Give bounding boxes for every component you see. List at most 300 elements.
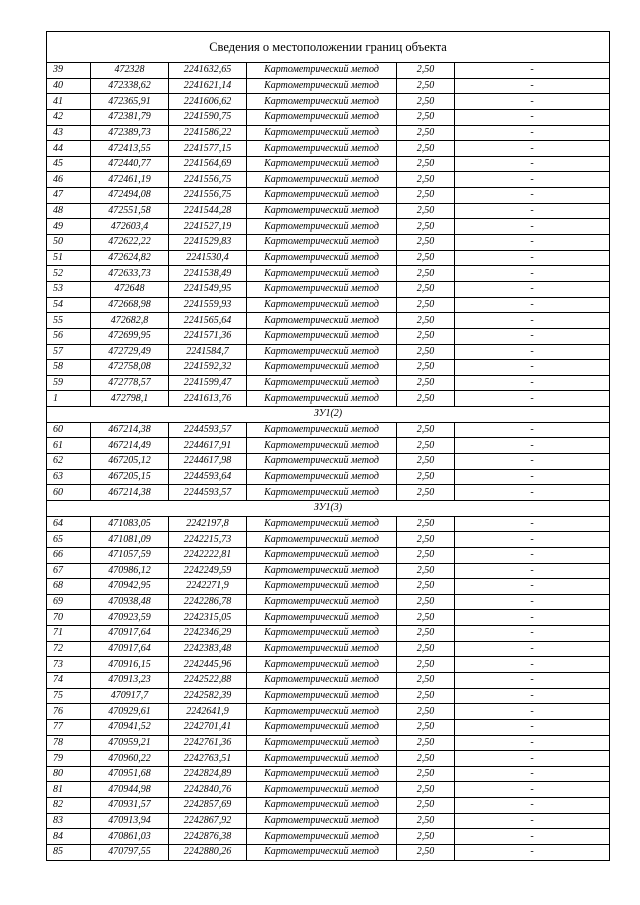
- y-coordinate-cell: 2241544,28: [169, 203, 247, 219]
- description-cell: -: [455, 657, 610, 673]
- section-label: ЗУ1(2): [47, 407, 610, 423]
- description-cell: -: [455, 281, 610, 297]
- x-coordinate-cell: 470917,64: [91, 641, 169, 657]
- point-number-cell: 68: [47, 579, 91, 595]
- x-coordinate-cell: 470917,7: [91, 688, 169, 704]
- point-number-cell: 82: [47, 798, 91, 814]
- point-number-cell: 45: [47, 156, 91, 172]
- table-row: [47, 344, 610, 360]
- description-cell: -: [455, 266, 610, 282]
- point-number-cell: 67: [47, 563, 91, 579]
- x-coordinate-cell: 470938,48: [91, 594, 169, 610]
- y-coordinate-cell: 2242857,69: [169, 798, 247, 814]
- table-row: [47, 782, 610, 798]
- method-cell: Картометрический метод: [247, 485, 397, 501]
- method-cell: Картометрический метод: [247, 63, 397, 79]
- accuracy-cell: 2,50: [397, 172, 455, 188]
- y-coordinate-cell: 2242197,8: [169, 516, 247, 532]
- accuracy-cell: 2,50: [397, 156, 455, 172]
- y-coordinate-cell: 2242582,39: [169, 688, 247, 704]
- point-number-cell: 80: [47, 766, 91, 782]
- y-coordinate-cell: 2241571,36: [169, 328, 247, 344]
- method-cell: Картометрический метод: [247, 688, 397, 704]
- table-row: [47, 172, 610, 188]
- section-header-row: [47, 500, 610, 516]
- x-coordinate-cell: 472622,22: [91, 235, 169, 251]
- x-coordinate-cell: 470913,94: [91, 813, 169, 829]
- description-cell: -: [455, 391, 610, 407]
- y-coordinate-cell: 2241565,64: [169, 313, 247, 329]
- method-cell: Картометрический метод: [247, 672, 397, 688]
- method-cell: Картометрический метод: [247, 375, 397, 391]
- y-coordinate-cell: 2242286,78: [169, 594, 247, 610]
- table-row: [47, 188, 610, 204]
- table-row: [47, 532, 610, 548]
- table-row: [47, 579, 610, 595]
- point-number-cell: 54: [47, 297, 91, 313]
- accuracy-cell: 2,50: [397, 672, 455, 688]
- table-row: [47, 672, 610, 688]
- description-cell: -: [455, 672, 610, 688]
- description-cell: -: [455, 78, 610, 94]
- table-row: [47, 203, 610, 219]
- x-coordinate-cell: 467205,15: [91, 469, 169, 485]
- point-number-cell: 66: [47, 547, 91, 563]
- method-cell: Картометрический метод: [247, 657, 397, 673]
- description-cell: -: [455, 297, 610, 313]
- method-cell: Картометрический метод: [247, 266, 397, 282]
- point-number-cell: 76: [47, 704, 91, 720]
- description-cell: -: [455, 109, 610, 125]
- y-coordinate-cell: 2241549,95: [169, 281, 247, 297]
- y-coordinate-cell: 2242215,73: [169, 532, 247, 548]
- table-row: [47, 798, 610, 814]
- point-number-cell: 83: [47, 813, 91, 829]
- x-coordinate-cell: 472603,4: [91, 219, 169, 235]
- description-cell: -: [455, 782, 610, 798]
- accuracy-cell: 2,50: [397, 328, 455, 344]
- method-cell: Картометрический метод: [247, 610, 397, 626]
- x-coordinate-cell: 472648: [91, 281, 169, 297]
- point-number-cell: 73: [47, 657, 91, 673]
- description-cell: -: [455, 751, 610, 767]
- point-number-cell: 59: [47, 375, 91, 391]
- x-coordinate-cell: 470951,68: [91, 766, 169, 782]
- y-coordinate-cell: 2242222,81: [169, 547, 247, 563]
- accuracy-cell: 2,50: [397, 203, 455, 219]
- x-coordinate-cell: 471081,09: [91, 532, 169, 548]
- accuracy-cell: 2,50: [397, 454, 455, 470]
- point-number-cell: 55: [47, 313, 91, 329]
- table-row: [47, 156, 610, 172]
- x-coordinate-cell: 472381,79: [91, 109, 169, 125]
- y-coordinate-cell: 2242445,96: [169, 657, 247, 673]
- method-cell: Картометрический метод: [247, 219, 397, 235]
- table-row: [47, 594, 610, 610]
- point-number-cell: 69: [47, 594, 91, 610]
- table-row: [47, 485, 610, 501]
- description-cell: -: [455, 719, 610, 735]
- accuracy-cell: 2,50: [397, 782, 455, 798]
- x-coordinate-cell: 472338,62: [91, 78, 169, 94]
- point-number-cell: 79: [47, 751, 91, 767]
- table-row: [47, 375, 610, 391]
- table-row: [47, 735, 610, 751]
- point-number-cell: 56: [47, 328, 91, 344]
- y-coordinate-cell: 2241590,75: [169, 109, 247, 125]
- method-cell: Картометрический метод: [247, 469, 397, 485]
- table-row: [47, 704, 610, 720]
- y-coordinate-cell: 2241606,62: [169, 94, 247, 110]
- accuracy-cell: 2,50: [397, 219, 455, 235]
- y-coordinate-cell: 2241564,69: [169, 156, 247, 172]
- y-coordinate-cell: 2242346,29: [169, 626, 247, 642]
- method-cell: Картометрический метод: [247, 188, 397, 204]
- accuracy-cell: 2,50: [397, 375, 455, 391]
- y-coordinate-cell: 2242271,9: [169, 579, 247, 595]
- method-cell: Картометрический метод: [247, 313, 397, 329]
- table-row: [47, 845, 610, 861]
- x-coordinate-cell: 472413,55: [91, 141, 169, 157]
- point-number-cell: 53: [47, 281, 91, 297]
- y-coordinate-cell: 2241577,15: [169, 141, 247, 157]
- table-row: [47, 422, 610, 438]
- description-cell: -: [455, 203, 610, 219]
- accuracy-cell: 2,50: [397, 594, 455, 610]
- accuracy-cell: 2,50: [397, 547, 455, 563]
- y-coordinate-cell: 2241556,75: [169, 188, 247, 204]
- y-coordinate-cell: 2242840,76: [169, 782, 247, 798]
- description-cell: -: [455, 360, 610, 376]
- method-cell: Картометрический метод: [247, 297, 397, 313]
- description-cell: -: [455, 125, 610, 141]
- point-number-cell: 49: [47, 219, 91, 235]
- accuracy-cell: 2,50: [397, 829, 455, 845]
- y-coordinate-cell: 2241530,4: [169, 250, 247, 266]
- method-cell: Картометрический метод: [247, 594, 397, 610]
- description-cell: -: [455, 813, 610, 829]
- accuracy-cell: 2,50: [397, 704, 455, 720]
- point-number-cell: 47: [47, 188, 91, 204]
- accuracy-cell: 2,50: [397, 188, 455, 204]
- table-row: [47, 125, 610, 141]
- point-number-cell: 77: [47, 719, 91, 735]
- accuracy-cell: 2,50: [397, 438, 455, 454]
- description-cell: -: [455, 798, 610, 814]
- accuracy-cell: 2,50: [397, 641, 455, 657]
- method-cell: Картометрический метод: [247, 109, 397, 125]
- method-cell: Картометрический метод: [247, 328, 397, 344]
- accuracy-cell: 2,50: [397, 563, 455, 579]
- y-coordinate-cell: 2242315,05: [169, 610, 247, 626]
- table-row: [47, 563, 610, 579]
- accuracy-cell: 2,50: [397, 281, 455, 297]
- method-cell: Картометрический метод: [247, 532, 397, 548]
- x-coordinate-cell: 470944,98: [91, 782, 169, 798]
- description-cell: -: [455, 328, 610, 344]
- method-cell: Картометрический метод: [247, 141, 397, 157]
- point-number-cell: 43: [47, 125, 91, 141]
- method-cell: Картометрический метод: [247, 813, 397, 829]
- y-coordinate-cell: 2241584,7: [169, 344, 247, 360]
- x-coordinate-cell: 470797,55: [91, 845, 169, 861]
- y-coordinate-cell: 2244617,91: [169, 438, 247, 454]
- description-cell: -: [455, 188, 610, 204]
- x-coordinate-cell: 472551,58: [91, 203, 169, 219]
- description-cell: -: [455, 735, 610, 751]
- accuracy-cell: 2,50: [397, 469, 455, 485]
- method-cell: Картометрический метод: [247, 94, 397, 110]
- y-coordinate-cell: 2241592,32: [169, 360, 247, 376]
- description-cell: -: [455, 219, 610, 235]
- table-row: [47, 610, 610, 626]
- point-number-cell: 78: [47, 735, 91, 751]
- method-cell: Картометрический метод: [247, 829, 397, 845]
- description-cell: -: [455, 94, 610, 110]
- y-coordinate-cell: 2242522,88: [169, 672, 247, 688]
- description-cell: -: [455, 641, 610, 657]
- method-cell: Картометрический метод: [247, 203, 397, 219]
- method-cell: Картометрический метод: [247, 735, 397, 751]
- x-coordinate-cell: 472494,08: [91, 188, 169, 204]
- x-coordinate-cell: 470931,57: [91, 798, 169, 814]
- accuracy-cell: 2,50: [397, 78, 455, 94]
- table-row: [47, 829, 610, 845]
- table-row: [47, 63, 610, 79]
- table-row: [47, 766, 610, 782]
- table-row: [47, 657, 610, 673]
- y-coordinate-cell: 2241529,83: [169, 235, 247, 251]
- description-cell: -: [455, 63, 610, 79]
- method-cell: Картометрический метод: [247, 766, 397, 782]
- x-coordinate-cell: 472699,95: [91, 328, 169, 344]
- table-row: [47, 109, 610, 125]
- accuracy-cell: 2,50: [397, 798, 455, 814]
- description-cell: -: [455, 547, 610, 563]
- description-cell: -: [455, 172, 610, 188]
- method-cell: Картометрический метод: [247, 391, 397, 407]
- point-number-cell: 65: [47, 532, 91, 548]
- accuracy-cell: 2,50: [397, 657, 455, 673]
- x-coordinate-cell: 470913,23: [91, 672, 169, 688]
- method-cell: Картометрический метод: [247, 563, 397, 579]
- table-row: [47, 360, 610, 376]
- table-row: [47, 266, 610, 282]
- y-coordinate-cell: 2241527,19: [169, 219, 247, 235]
- point-number-cell: 60: [47, 422, 91, 438]
- x-coordinate-cell: 470861,03: [91, 829, 169, 845]
- section-label: ЗУ1(3): [47, 500, 610, 516]
- point-number-cell: 46: [47, 172, 91, 188]
- y-coordinate-cell: 2242880,26: [169, 845, 247, 861]
- method-cell: Картометрический метод: [247, 719, 397, 735]
- x-coordinate-cell: 470942,95: [91, 579, 169, 595]
- accuracy-cell: 2,50: [397, 610, 455, 626]
- method-cell: Картометрический метод: [247, 235, 397, 251]
- method-cell: Картометрический метод: [247, 454, 397, 470]
- accuracy-cell: 2,50: [397, 125, 455, 141]
- point-number-cell: 60: [47, 485, 91, 501]
- table-row: [47, 719, 610, 735]
- x-coordinate-cell: 472682,8: [91, 313, 169, 329]
- accuracy-cell: 2,50: [397, 626, 455, 642]
- description-cell: -: [455, 626, 610, 642]
- accuracy-cell: 2,50: [397, 813, 455, 829]
- y-coordinate-cell: 2242876,38: [169, 829, 247, 845]
- description-cell: -: [455, 422, 610, 438]
- title-row: [47, 32, 610, 63]
- description-cell: -: [455, 141, 610, 157]
- table-row: [47, 94, 610, 110]
- accuracy-cell: 2,50: [397, 719, 455, 735]
- x-coordinate-cell: 471083,05: [91, 516, 169, 532]
- table-row: [47, 813, 610, 829]
- y-coordinate-cell: 2241586,22: [169, 125, 247, 141]
- accuracy-cell: 2,50: [397, 109, 455, 125]
- description-cell: -: [455, 829, 610, 845]
- method-cell: Картометрический метод: [247, 845, 397, 861]
- method-cell: Картометрический метод: [247, 516, 397, 532]
- accuracy-cell: 2,50: [397, 344, 455, 360]
- method-cell: Картометрический метод: [247, 547, 397, 563]
- y-coordinate-cell: 2244593,57: [169, 422, 247, 438]
- x-coordinate-cell: 472624,82: [91, 250, 169, 266]
- table-body: [47, 32, 610, 861]
- table-row: [47, 235, 610, 251]
- method-cell: Картометрический метод: [247, 422, 397, 438]
- y-coordinate-cell: 2241613,76: [169, 391, 247, 407]
- boundary-coordinates-table: [46, 31, 610, 861]
- x-coordinate-cell: 472668,98: [91, 297, 169, 313]
- x-coordinate-cell: 472798,1: [91, 391, 169, 407]
- x-coordinate-cell: 470929,61: [91, 704, 169, 720]
- point-number-cell: 70: [47, 610, 91, 626]
- description-cell: -: [455, 235, 610, 251]
- x-coordinate-cell: 472778,57: [91, 375, 169, 391]
- method-cell: Картометрический метод: [247, 125, 397, 141]
- y-coordinate-cell: 2244593,57: [169, 485, 247, 501]
- method-cell: Картометрический метод: [247, 344, 397, 360]
- point-number-cell: 48: [47, 203, 91, 219]
- y-coordinate-cell: 2241621,14: [169, 78, 247, 94]
- x-coordinate-cell: 470923,59: [91, 610, 169, 626]
- method-cell: Картометрический метод: [247, 626, 397, 642]
- point-number-cell: 39: [47, 63, 91, 79]
- table-row: [47, 391, 610, 407]
- accuracy-cell: 2,50: [397, 360, 455, 376]
- description-cell: -: [455, 532, 610, 548]
- table-row: [47, 688, 610, 704]
- point-number-cell: 63: [47, 469, 91, 485]
- point-number-cell: 75: [47, 688, 91, 704]
- description-cell: -: [455, 579, 610, 595]
- y-coordinate-cell: 2242249,59: [169, 563, 247, 579]
- point-number-cell: 51: [47, 250, 91, 266]
- point-number-cell: 44: [47, 141, 91, 157]
- table-row: [47, 313, 610, 329]
- x-coordinate-cell: 472440,77: [91, 156, 169, 172]
- accuracy-cell: 2,50: [397, 532, 455, 548]
- y-coordinate-cell: 2241556,75: [169, 172, 247, 188]
- table-row: [47, 454, 610, 470]
- method-cell: Картометрический метод: [247, 704, 397, 720]
- point-number-cell: 52: [47, 266, 91, 282]
- y-coordinate-cell: 2242763,51: [169, 751, 247, 767]
- table-row: [47, 516, 610, 532]
- description-cell: -: [455, 469, 610, 485]
- description-cell: -: [455, 344, 610, 360]
- table-title: Сведения о местоположении границ объекта: [47, 32, 610, 63]
- method-cell: Картометрический метод: [247, 751, 397, 767]
- accuracy-cell: 2,50: [397, 266, 455, 282]
- accuracy-cell: 2,50: [397, 94, 455, 110]
- table-row: [47, 641, 610, 657]
- point-number-cell: 57: [47, 344, 91, 360]
- table-row: [47, 297, 610, 313]
- table-row: [47, 438, 610, 454]
- description-cell: -: [455, 516, 610, 532]
- accuracy-cell: 2,50: [397, 688, 455, 704]
- table-row: [47, 751, 610, 767]
- accuracy-cell: 2,50: [397, 845, 455, 861]
- description-cell: -: [455, 375, 610, 391]
- method-cell: Картометрический метод: [247, 78, 397, 94]
- x-coordinate-cell: 467214,49: [91, 438, 169, 454]
- accuracy-cell: 2,50: [397, 751, 455, 767]
- point-number-cell: 64: [47, 516, 91, 532]
- description-cell: -: [455, 438, 610, 454]
- accuracy-cell: 2,50: [397, 235, 455, 251]
- description-cell: -: [455, 313, 610, 329]
- y-coordinate-cell: 2242761,36: [169, 735, 247, 751]
- x-coordinate-cell: 472328: [91, 63, 169, 79]
- accuracy-cell: 2,50: [397, 250, 455, 266]
- y-coordinate-cell: 2242383,48: [169, 641, 247, 657]
- x-coordinate-cell: 470959,21: [91, 735, 169, 751]
- description-cell: -: [455, 563, 610, 579]
- section-header-row: [47, 407, 610, 423]
- point-number-cell: 81: [47, 782, 91, 798]
- y-coordinate-cell: 2244593,64: [169, 469, 247, 485]
- point-number-cell: 74: [47, 672, 91, 688]
- x-coordinate-cell: 470916,15: [91, 657, 169, 673]
- point-number-cell: 72: [47, 641, 91, 657]
- accuracy-cell: 2,50: [397, 297, 455, 313]
- y-coordinate-cell: 2242701,41: [169, 719, 247, 735]
- table-row: [47, 250, 610, 266]
- x-coordinate-cell: 467205,12: [91, 454, 169, 470]
- method-cell: Картометрический метод: [247, 579, 397, 595]
- description-cell: -: [455, 610, 610, 626]
- table-row: [47, 328, 610, 344]
- table-row: [47, 141, 610, 157]
- point-number-cell: 85: [47, 845, 91, 861]
- x-coordinate-cell: 467214,38: [91, 485, 169, 501]
- x-coordinate-cell: 472729,49: [91, 344, 169, 360]
- description-cell: -: [455, 845, 610, 861]
- point-number-cell: 58: [47, 360, 91, 376]
- x-coordinate-cell: 470960,22: [91, 751, 169, 767]
- point-number-cell: 71: [47, 626, 91, 642]
- x-coordinate-cell: 472461,19: [91, 172, 169, 188]
- accuracy-cell: 2,50: [397, 579, 455, 595]
- description-cell: -: [455, 250, 610, 266]
- y-coordinate-cell: 2242641,9: [169, 704, 247, 720]
- x-coordinate-cell: 472633,73: [91, 266, 169, 282]
- accuracy-cell: 2,50: [397, 485, 455, 501]
- point-number-cell: 50: [47, 235, 91, 251]
- x-coordinate-cell: 471057,59: [91, 547, 169, 563]
